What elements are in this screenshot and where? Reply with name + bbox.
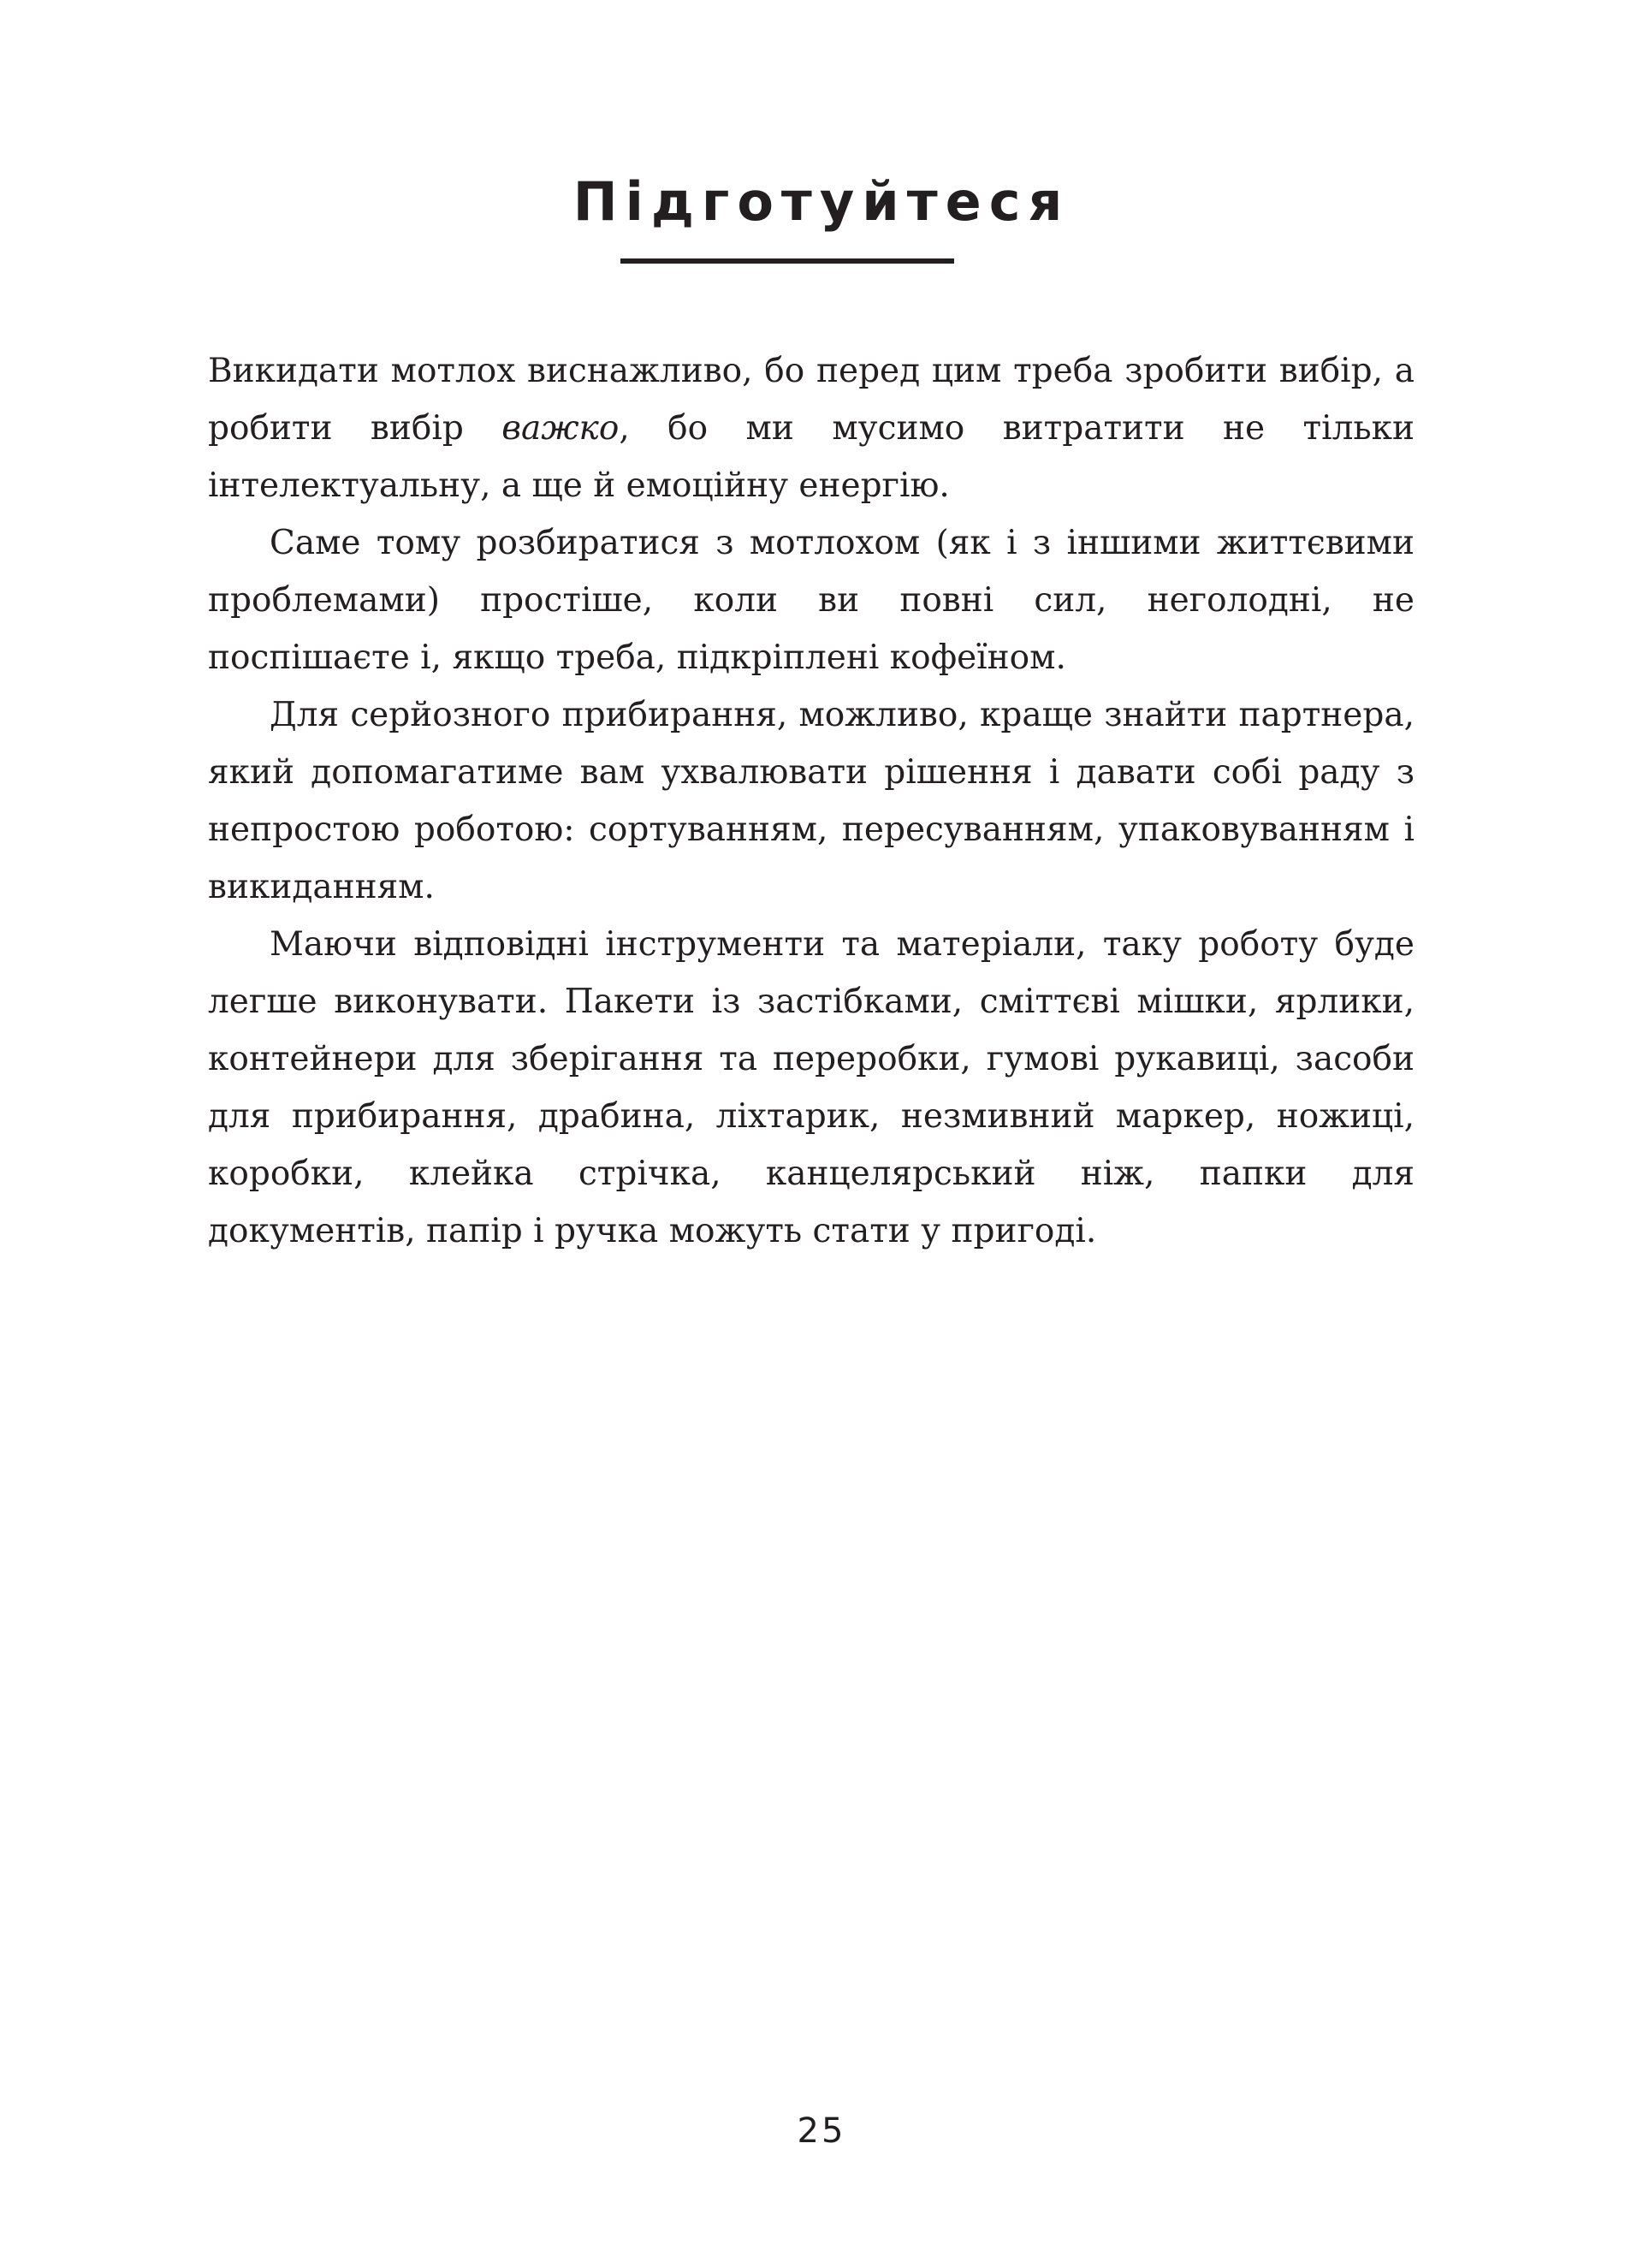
paragraph-4: Маючи відповідні інструменти та матеріали, таку роботу буде легше виконувати. Пакети із застібками, сміттєві мішки, ярлики, контейнери для зберігання та переробки, гумові рукавиці, засоби для прибирання, драбина, ліхтарик, незмивний маркер, ножиці, коробки, клейка стрічка, канцелярський ніж, папки для документів, папір і ручка можуть стати у пригоді. — [208, 925, 1415, 1250]
paragraph-1-text-end: , бо ми мусимо витратити не тільки інтелектуальну, а ще й емоційну енергію. — [208, 409, 1415, 505]
page-number: 25 — [797, 2111, 846, 2151]
chapter-heading: Підготуйтеся — [572, 170, 1071, 233]
paragraph-2: Саме тому розбиратися з мотлохом (як і з іншими життєвими проблемами) простіше, коли ви повні сил, неголодні, не поспішаєте і, якщо треба, підкріплені кофеїном. — [208, 524, 1415, 677]
paragraph-1-emphasis: важко — [501, 409, 620, 448]
heading-underline-rule — [620, 258, 954, 264]
body-text — [208, 342, 1415, 1260]
paragraph-1 — [208, 342, 1415, 514]
paragraph-1-text-start: Викидати мотлох виснажливо, бо перед цим треба зробити вибір, а робити вибір — [208, 352, 1415, 448]
paragraph-3: Для серйозного прибирання, можливо, краще знайти партнера, який допомагатиме вам ухвалювати рішення і давати собі раду з непростою роботою: сортуванням, пересуванням, упаковуванням і викиданням. — [208, 696, 1415, 906]
